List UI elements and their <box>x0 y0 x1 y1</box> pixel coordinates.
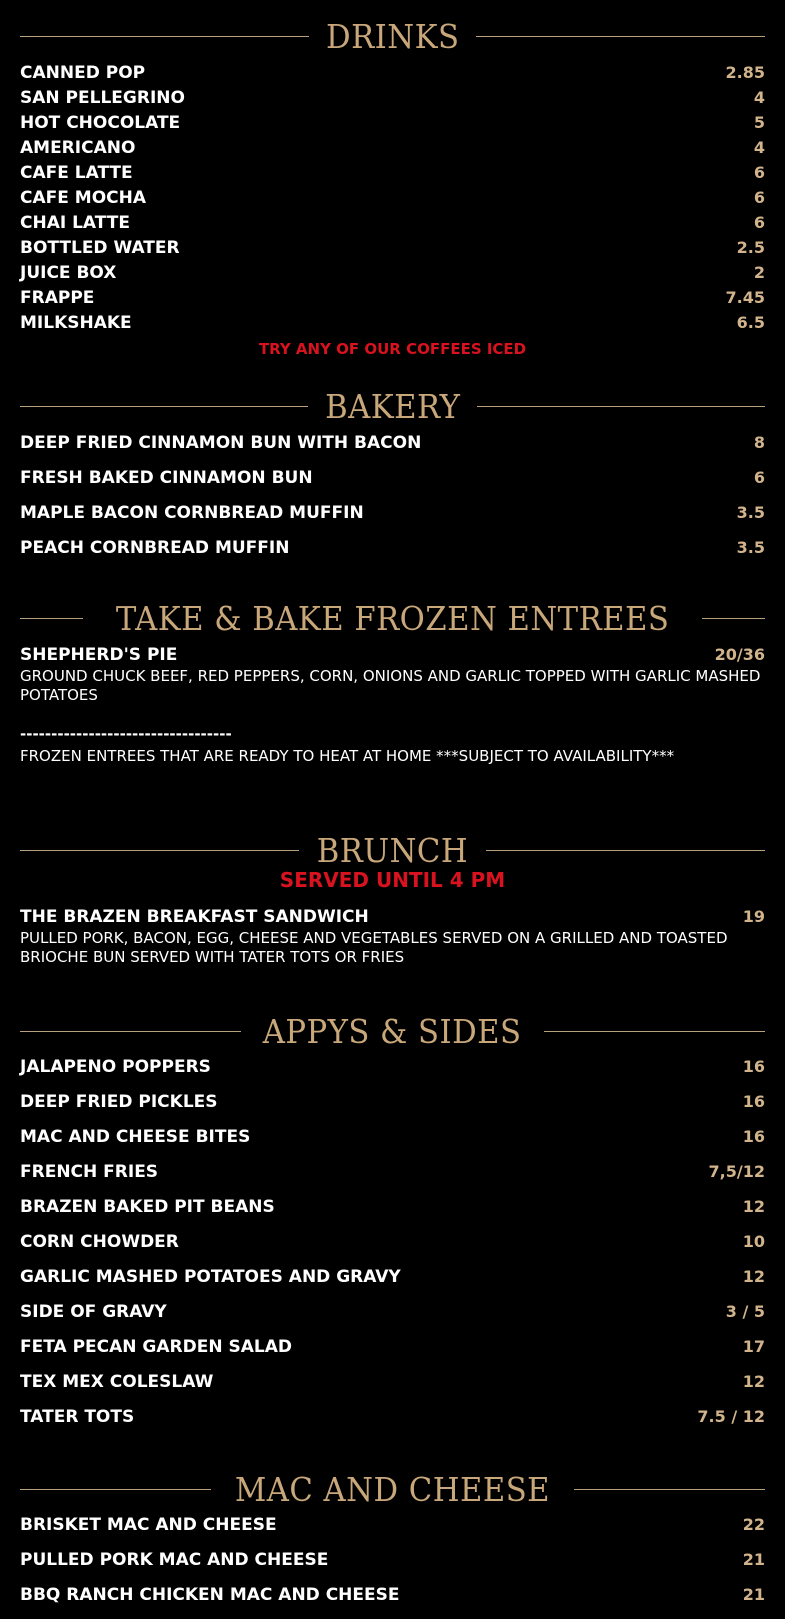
appys-header <box>20 1012 765 1051</box>
item-name: SIDE OF GRAVY <box>20 1302 167 1322</box>
item-price: 22 <box>742 1515 765 1534</box>
item-price: 6.5 <box>736 313 765 332</box>
item-price: 3.5 <box>736 503 765 522</box>
item-price: 3.5 <box>736 538 765 557</box>
item-name: BRISKET MAC AND CHEESE <box>20 1515 277 1535</box>
item-price: 5 <box>753 113 765 132</box>
section-title-mac: MAC AND CHEESE <box>234 1470 551 1509</box>
menu-item <box>20 1161 765 1183</box>
header-line-left <box>20 1031 241 1032</box>
menu-item <box>20 502 765 524</box>
mac-header <box>20 1470 765 1509</box>
item-name: CAFE MOCHA <box>20 188 147 208</box>
item-price: 12 <box>742 1372 765 1391</box>
menu-item <box>20 467 765 489</box>
item-price: 6 <box>753 188 765 207</box>
divider-text: ---------------------------------- <box>20 725 232 743</box>
header-line-right <box>574 1489 765 1490</box>
item-price: 16 <box>742 1127 765 1146</box>
menu-item <box>20 237 765 259</box>
item-name: AMERICANO <box>20 138 136 158</box>
item-name: PULLED PORK MAC AND CHEESE <box>20 1550 329 1570</box>
item-price: 7.45 <box>725 288 765 307</box>
item-name: CORN CHOWDER <box>20 1232 179 1252</box>
brunch-header <box>20 831 765 870</box>
menu-item <box>20 906 765 928</box>
item-name: FRESH BAKED CINNAMON BUN <box>20 468 313 488</box>
section-title-drinks: DRINKS <box>325 17 460 56</box>
iced-coffee-note: TRY ANY OF OUR COFFEES ICED <box>258 340 527 358</box>
menu-item <box>20 1549 765 1571</box>
item-name: GARLIC MASHED POTATOES AND GRAVY <box>20 1267 401 1287</box>
header-line-left <box>20 618 83 619</box>
menu-item <box>20 1231 765 1253</box>
item-name: BBQ RANCH CHICKEN MAC AND CHEESE <box>20 1585 400 1605</box>
brunch-subtitle: SERVED UNTIL 4 PM <box>279 868 506 892</box>
header-line-left <box>20 36 309 37</box>
section-title-take-bake: TAKE & BAKE FROZEN ENTREES <box>115 599 670 638</box>
menu-item <box>20 112 765 134</box>
menu-item <box>20 162 765 184</box>
item-name: PEACH CORNBREAD MUFFIN <box>20 538 290 558</box>
item-name: FRAPPE <box>20 288 95 308</box>
header-line-right <box>544 1031 765 1032</box>
header-line-left <box>20 850 299 851</box>
item-name: TEX MEX COLESLAW <box>20 1372 214 1392</box>
menu-item <box>20 312 765 334</box>
item-name: DEEP FRIED CINNAMON BUN WITH BACON <box>20 433 422 453</box>
menu-item <box>20 537 765 559</box>
menu-item <box>20 1266 765 1288</box>
item-name: HOT CHOCOLATE <box>20 113 181 133</box>
menu-item <box>20 1196 765 1218</box>
availability-note: FROZEN ENTREES THAT ARE READY TO HEAT AT HOME ***SUBJECT TO AVAILABILITY*** <box>20 747 675 765</box>
header-line-right <box>476 36 765 37</box>
header-line-right <box>477 406 765 407</box>
menu-item <box>20 1091 765 1113</box>
menu-item <box>20 187 765 209</box>
item-name: MAC AND CHEESE BITES <box>20 1127 251 1147</box>
section-title-appys: APPYS & SIDES <box>263 1012 522 1051</box>
item-name: BOTTLED WATER <box>20 238 180 258</box>
item-name: TATER TOTS <box>20 1407 135 1427</box>
item-name: CAFE LATTE <box>20 163 133 183</box>
bakery-header <box>20 387 765 426</box>
header-line-left <box>20 406 308 407</box>
item-name: CANNED POP <box>20 63 146 83</box>
menu-item <box>20 1584 765 1606</box>
item-price: 6 <box>753 163 765 182</box>
menu-item <box>20 137 765 159</box>
section-title-bakery: BAKERY <box>324 387 461 426</box>
header-line-left <box>20 1489 211 1490</box>
item-name: JALAPENO POPPERS <box>20 1057 211 1077</box>
item-price: 20/36 <box>714 645 765 664</box>
item-price: 12 <box>742 1197 765 1216</box>
item-price: 8 <box>753 433 765 452</box>
menu-item <box>20 1301 765 1323</box>
item-price: 2 <box>753 263 765 282</box>
item-price: 16 <box>742 1057 765 1076</box>
take-bake-header <box>20 599 765 638</box>
item-name: FRENCH FRIES <box>20 1162 159 1182</box>
menu-item <box>20 1514 765 1536</box>
menu-item <box>20 1056 765 1078</box>
item-price: 10 <box>742 1232 765 1251</box>
item-price: 21 <box>742 1585 765 1604</box>
header-line-right <box>702 618 765 619</box>
item-price: 2.5 <box>736 238 765 257</box>
item-name: DEEP FRIED PICKLES <box>20 1092 218 1112</box>
item-price: 6 <box>753 468 765 487</box>
item-name: THE BRAZEN BREAKFAST SANDWICH <box>20 907 369 927</box>
item-name: MAPLE BACON CORNBREAD MUFFIN <box>20 503 364 523</box>
menu-item <box>20 212 765 234</box>
item-price: 4 <box>753 138 765 157</box>
menu-item <box>20 1336 765 1358</box>
item-price: 21 <box>742 1550 765 1569</box>
menu-item <box>20 87 765 109</box>
drinks-header <box>20 17 765 56</box>
item-name: SHEPHERD'S PIE <box>20 645 178 665</box>
menu-item <box>20 432 765 454</box>
menu-item <box>20 1371 765 1393</box>
item-price: 12 <box>742 1267 765 1286</box>
item-name: JUICE BOX <box>20 263 117 283</box>
item-description: PULLED PORK, BACON, EGG, CHEESE AND VEGETABLES SERVED ON A GRILLED AND TOASTED BRIOCHE BUN SERVED WITH TATER TOTS OR FRIES <box>20 929 728 966</box>
item-name: CHAI LATTE <box>20 213 130 233</box>
menu-item <box>20 62 765 84</box>
item-description: GROUND CHUCK BEEF, RED PEPPERS, CORN, ONIONS AND GARLIC TOPPED WITH GARLIC MASHED POTATOES <box>20 667 761 704</box>
menu-item <box>20 644 765 666</box>
menu-item <box>20 1126 765 1148</box>
menu-item <box>20 287 765 309</box>
menu-item <box>20 262 765 284</box>
item-price: 4 <box>753 88 765 107</box>
item-name: FETA PECAN GARDEN SALAD <box>20 1337 292 1357</box>
section-title-brunch: BRUNCH <box>316 831 469 870</box>
item-price: 17 <box>742 1337 765 1356</box>
item-price: 19 <box>742 907 765 926</box>
item-name: MILKSHAKE <box>20 313 132 333</box>
header-line-right <box>486 850 765 851</box>
item-price: 16 <box>742 1092 765 1111</box>
item-name: BRAZEN BAKED PIT BEANS <box>20 1197 275 1217</box>
item-price: 2.85 <box>725 63 765 82</box>
item-name: SAN PELLEGRINO <box>20 88 185 108</box>
item-price: 7,5/12 <box>708 1162 765 1181</box>
item-price: 3 / 5 <box>725 1302 765 1321</box>
item-price: 6 <box>753 213 765 232</box>
menu-item <box>20 1406 765 1428</box>
item-price: 7.5 / 12 <box>697 1407 765 1426</box>
